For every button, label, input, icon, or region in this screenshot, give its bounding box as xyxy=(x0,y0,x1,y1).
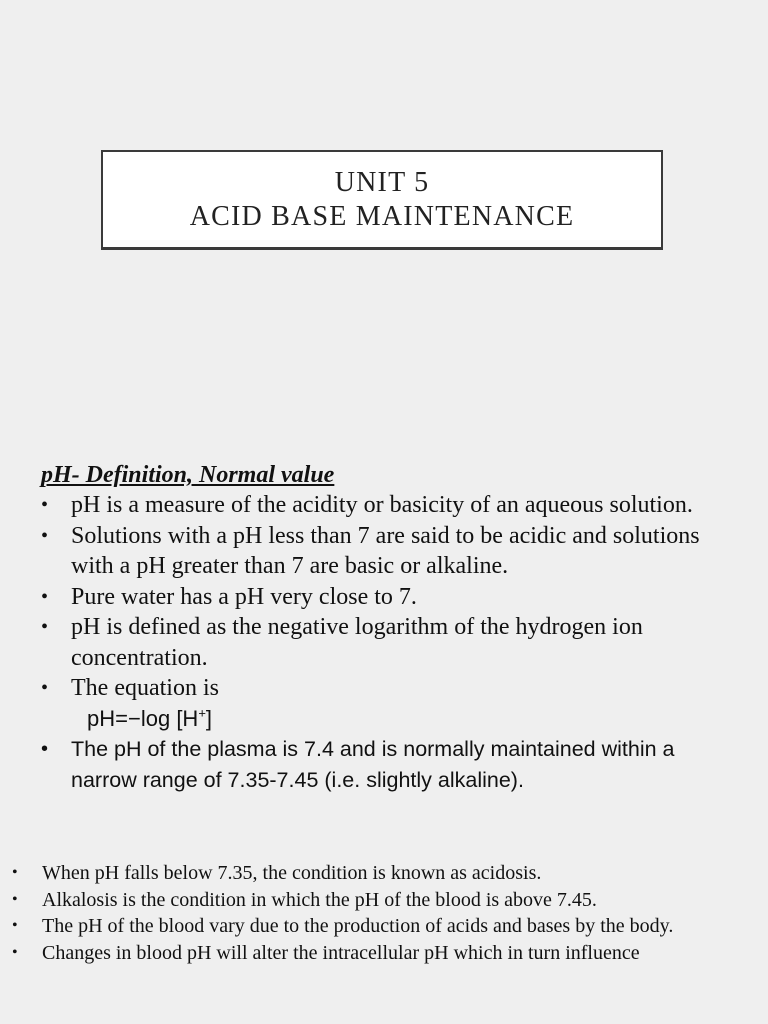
bullet-icon: • xyxy=(12,917,18,934)
title-box xyxy=(101,150,663,250)
ph-definition-section xyxy=(41,460,741,795)
list-item: • pH is a measure of the acidity or basicity of an aqueous solution. xyxy=(41,490,741,521)
bullet-icon: • xyxy=(41,585,49,608)
acidosis-bullet-list xyxy=(12,860,757,966)
bullet-icon: • xyxy=(41,677,49,699)
bullet-icon: • xyxy=(41,616,49,638)
ph-equation: pH=−log [H+] xyxy=(87,705,213,731)
list-item: • Changes in blood pH will alter the intracellular pH which in turn influence xyxy=(12,940,757,967)
topic-title: ACID BASE MAINTENANCE xyxy=(189,200,575,232)
list-item: • Pure water has a pH very close to 7. xyxy=(41,582,741,613)
bullet-icon: • xyxy=(12,890,18,908)
bullet-icon: • xyxy=(12,864,18,881)
list-item: • The equation is pH=−log [H+] xyxy=(41,673,741,734)
bullet-icon: • xyxy=(41,524,49,547)
section-heading: pH- Definition, Normal value xyxy=(41,462,335,488)
bullet-icon: • xyxy=(41,738,49,760)
list-item: • Solutions with a pH less than 7 are said to be acidic and solutions with a pH greater than 7 are basic or alkaline. xyxy=(41,522,700,579)
bullet-icon: • xyxy=(41,494,49,516)
list-item: • When pH falls below 7.35, the condition is known as acidosis. xyxy=(12,860,757,887)
list-item: • pH is defined as the negative logarithm of the hydrogen ion concentration. xyxy=(41,614,643,671)
list-item: • The pH of the plasma is 7.4 and is normally maintained within a narrow range of 7.35-7.45 (i.e. slightly alkaline). xyxy=(41,734,741,795)
definition-bullet-list xyxy=(41,490,741,795)
list-item: • The pH of the blood vary due to the production of acids and bases by the body. xyxy=(12,913,757,940)
unit-title: UNIT 5 xyxy=(334,166,430,198)
bullet-icon: • xyxy=(12,943,18,961)
list-item: • Alkalosis is the condition in which the pH of the blood is above 7.45. xyxy=(12,887,757,914)
acidosis-alkalosis-section xyxy=(12,860,757,966)
